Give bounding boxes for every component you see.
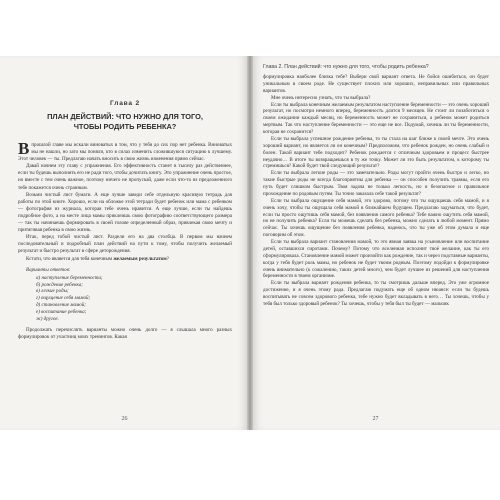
- variant-item: е) воспитание ребенка;: [36, 309, 87, 316]
- variant-item: д) становление мамой;: [36, 302, 86, 309]
- right-page: [251, 56, 500, 430]
- left-page-content: [18, 100, 232, 341]
- right-paragraph-1: формулировка наиболее близка тебе? Выбери свой вариант ответа. Не бойся ошибиться, он будет уникальным в своем роде. Не существует плохих или хороших, неправильных или правильных вариантов.: [263, 74, 489, 94]
- right-page-number: 27: [372, 416, 379, 422]
- right-page-content: [263, 64, 489, 308]
- variant-item: ж) другое.: [36, 316, 59, 323]
- right-paragraph-5: Если ты выбрала легкие роды — это замечательно. Роды могут пройти очень быстро и легко, но такие быстрые роды не всегда благоприятны для ребенка — он способен получить травмы, если его путь будет слишком быстрым. Твоя задача не только легкость, но и безопасное и правильное прохождение по родовым путям. Ты точно заказала себе такой результат?: [263, 170, 489, 197]
- paragraph-3: Возьми чистый лист бумаги. А еще лучше заведи себе отдельную красивую тетрадь для работы по этой книге. Хорошо, если на обложке этой тетради будет ребенок или мама с ребенком — фотография из журнала, которая тебе очень нравится. А еще лучше, если ты найдешь подробное фото, а на месте лица мамы приклеишь свою фотографию соответствующего размера — так ты начинаешь формировать в своей голове определенный образ, привлекая свою мечту и притягивая ребенка в свою жизнь.: [18, 191, 232, 234]
- variant-item: г) ощущение себя мамой;: [36, 295, 91, 302]
- chapter-title: [18, 112, 232, 132]
- paragraph-5-prefix: Кстати, что является для тебя конечным: [26, 255, 114, 262]
- running-head: Глава 2. План действий: что нужно для того, чтобы родить ребенка?: [263, 64, 429, 70]
- paragraph-6: Продолжать перечислять варианты можно очень долго — я слышала много разных формулировок от участниц моих тренингов. Какая: [18, 326, 232, 341]
- right-paragraph-8: Если ты выбрала вариант рождения ребенка, то ты смотришь дальше вперед. Это уже огромное достижение, и я очень этому рада. Предлагаю подумать еще об одном нюансе: если ты будешь воспитывать не совсем здорового ребенка, тебе нужно будет вкладывать в него… Ты хочешь, чтобы у тебя был только здоровый ребенок? Ты хочешь, чтобы у тебя был ты будет — мальчик: [263, 280, 489, 307]
- left-page-number: 26: [121, 416, 128, 422]
- left-page: [0, 56, 249, 430]
- drop-cap: В: [18, 139, 30, 158]
- paragraph-5-bold: желаемым результатом: [113, 255, 167, 262]
- variants-title: Варианты ответов:: [26, 266, 71, 273]
- paragraph-5-suffix: ?: [166, 255, 169, 262]
- variant-item: б) рождение ребенка;: [36, 281, 83, 288]
- paragraph-1-text: прошлой главе мы искали виноватых в том, что у тебя до сих пор нет ребенка. Виноватых мы не нашли, но зато мы поняли, кто в силах изменить сложившуюся ситуацию к лучшему. Этот человек — ты. Предлагаю начать вносить в свою жизнь изменения прямо сейчас.: [18, 142, 232, 163]
- right-paragraph-6: Если ты выбрала ощущение себя мамой, это здорово, потому что ты ощущаешь себя мамой, и я очень хочу, чтобы ты ощущала себя мамой в ближайшем будущем. Предлагаю задуматься, что будет, если ты просто ощутишь себя мамой, без появления самого ребенка? Тебе важно ощутить себя мамой, но не получить ребенка? Если ты можешь сделать без ребенка, можно сделать в любой момент. Прямо сейчас. Ты хочешь ощущение без появления ребенка, надеюсь, что ты уже об этом думала и еще поговорим об этом.: [263, 197, 489, 239]
- right-paragraph-7: Если ты выбрала вариант становления мамой, то это явная заявка на усыновление или воспитание детей, оставшихся сиротами. Почему? Потому что вселенная исполнит твоё желание, как ты его сформулировала. Становление мамой может произойти как рождение, так и через подставные варианты, когда у тебя будет роль мамы, но ребенок не будет твоим родным. Поэтому подойди к формулировке очень внимательно (к сожалению, таких детей много), чем будет лучшее из решений для наступления беременности в твоем организме.: [263, 239, 489, 280]
- chapter-label: Глава 2: [110, 100, 140, 107]
- right-paragraph-3: Если ты выбрала конечным желаемым результатом наступление беременности — это очень хороший результат, но посмотри немного вперед, беременность длится 9 месяцев. Не стоит ли позаботиться о своем ожидании каждый месяц, но беременность может не сохраниться, а ребенок может родиться мертвым. Так что наступление беременности — это еще не все. Подумай, хочешь ли ты беременности, которая не сохранится?: [263, 101, 489, 135]
- right-paragraph-4: Если ты выбрала успешное рождение ребенка, то ты стала на шаг ближе к своей мечте. Это очень хороший вариант, но является ли он конечным? Предположим, что ребенок рожден, но очень слабый и болен. Такой вариант тебе подходит? Ребенок рождается с отличным здоровьем и процесс быстрее неудачно… В итоге ты возвращаешься в ту же точку. Может ли это быть результатом, к которому ты стремишься? Какой будет твой следующий результат?: [263, 135, 489, 170]
- right-paragraph-2: Мне очень интересно узнать, что ты выбрала?: [271, 94, 371, 101]
- variant-item: а) наступление беременности;: [36, 274, 103, 281]
- paragraph-2: Давай начнем эту главу с упражнения. Его эффективность станет в тысячу раз действеннее, если ты будешь выполнять его не ради того, чтобы дочитать книгу. Это упражнение очень простое, но вместе с тем очень важное, поэтому ничего не пропускай, даже если что-то из предложенного тебе покажется очень странным.: [18, 163, 232, 191]
- paragraph-1: [18, 139, 232, 163]
- chapter-title-line-1: ПЛАН ДЕЙСТВИЙ: ЧТО НУЖНО ДЛЯ ТОГО,: [47, 112, 203, 121]
- chapter-title-line-2: ЧТОБЫ РОДИТЬ РЕБЕНКА?: [73, 122, 177, 131]
- book-gutter: [247, 56, 253, 430]
- variants-list: [18, 275, 232, 323]
- paragraph-4: Итак, перед тобой чистый лист. Раздели его на два столбца. В первом мы начнем последовательный и подробный план действий на пути к тому, чтобы получить желаемый результат и быстро результат в сфере деторождения.: [18, 234, 232, 255]
- paragraph-5: [18, 256, 232, 263]
- variant-item: в) легкие роды;: [36, 288, 69, 295]
